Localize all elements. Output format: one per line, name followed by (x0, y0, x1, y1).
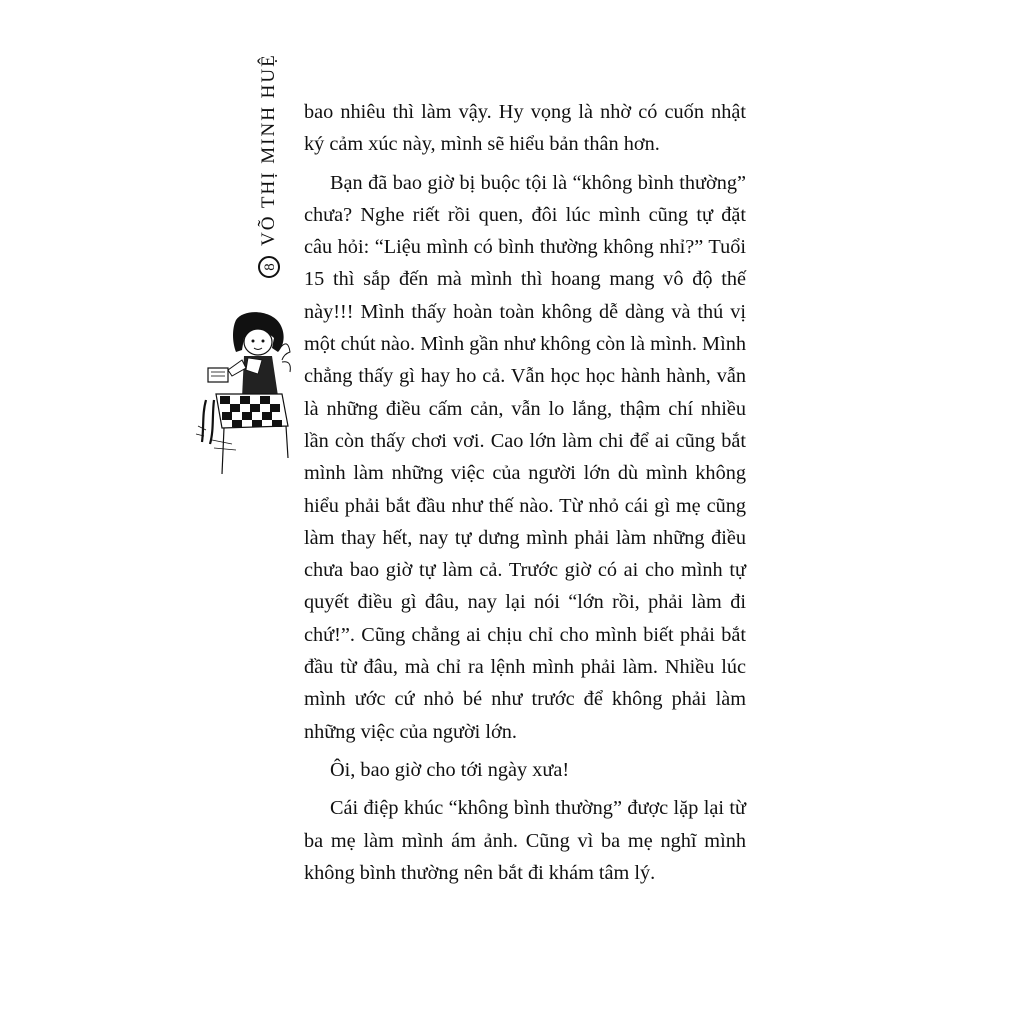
girl-sitting-on-checkered-chair-illustration (192, 308, 292, 478)
paragraph: bao nhiêu thì làm vậy. Hy vọng là nhờ có cuốn nhật ký cảm xúc này, mình sẽ hiểu bản thân hơn. (304, 101, 746, 156)
paragraph: Cái điệp khúc “không bình thường” được lặp lại từ ba mẹ làm mình ám ảnh. Cũng vì ba mẹ nghĩ mình không bình thường nên bắt đi khám tâm lý. (304, 797, 746, 884)
body-text (304, 96, 746, 889)
author-name: VÕ THỊ MINH HUỆ (258, 53, 279, 246)
paragraph: Bạn đã bao giờ bị buộc tội là “không bình thường” chưa? Nghe riết rồi quen, đôi lúc mình cũng tự đặt câu hỏi: “Liệu mình có bình thường không nhỉ?” Tuổi 15 thì sắp đến mà mình thì hoang mang vô độ thế này!!! Mình thấy hoàn toàn không dễ dàng và thú vị một chút nào. Mình gần như không còn là mình. Mình chẳng thấy gì hay ho cả. Vẫn học học hành hành, vẫn là những điều cấm cản, vẫn lo lắng, thậm chí nhiều lần còn thấy chơi vơi. Cao lớn làm chi để ai cũng bắt mình làm những việc của người lớn dù mình không hiểu phải bắt đầu như thế nào. Từ nhỏ cái gì mẹ cũng làm thay hết, nay tự dưng mình phải làm những điều chưa bao giờ tự làm cả. Trước giờ có ai cho mình tự quyết điều gì đâu, nay lại nói “lớn rồi, phải làm đi chứ!”. Cũng chẳng ai chịu chỉ cho mình biết phải bắt đầu từ đâu, mà chỉ ra lệnh mình phải làm. Nhiều lúc mình ước cứ nhỏ bé như trước để không phải làm những việc của người lớn. (304, 171, 746, 743)
paragraph: Ôi, bao giờ cho tới ngày xưa! (330, 758, 570, 781)
running-header (258, 53, 280, 278)
page-number: 8 (258, 256, 280, 278)
